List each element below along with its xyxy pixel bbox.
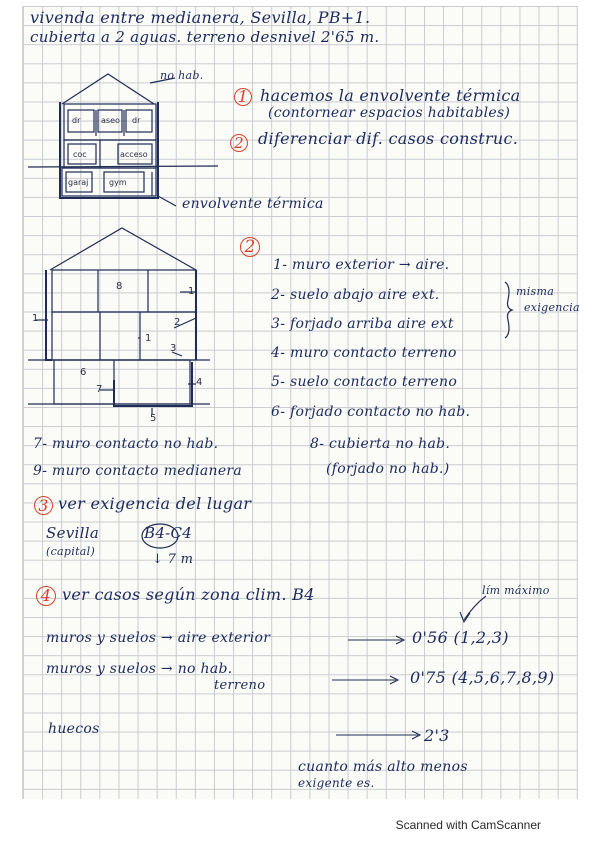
case-3: 3- forjado arriba aire ext bbox=[271, 316, 454, 332]
sketch2-label-1b: 1 bbox=[32, 313, 39, 324]
step-1-text: hacemos la envolvente térmica bbox=[260, 86, 521, 105]
room-label-coc: coc bbox=[73, 150, 87, 159]
sketch2-label-7: 7 bbox=[96, 384, 103, 395]
limit-row-1-label: muros y suelos → aire exterior bbox=[46, 630, 271, 646]
scanner-watermark: Scanned with CamScanner bbox=[395, 818, 541, 832]
limit-note-b: exigente es. bbox=[298, 776, 375, 790]
header-line-2: cubierta a 2 aguas. terreno desnivel 2'65 m. bbox=[30, 28, 380, 46]
case-7: 7- muro contacto no hab. bbox=[33, 436, 219, 452]
sketch2-label-4: 4 bbox=[196, 377, 203, 388]
limit-row-2-value: 0'75 (4,5,6,7,8,9) bbox=[410, 668, 555, 687]
limit-row-3-label: huecos bbox=[48, 721, 100, 737]
room-label-aseo: aseo bbox=[101, 116, 120, 125]
sketch2-label-1c: 1 bbox=[145, 333, 152, 344]
case-9: 9- muro contacto medianera bbox=[33, 463, 243, 479]
limit-row-1-value: 0'56 (1,2,3) bbox=[412, 628, 509, 647]
step-2b-number: 2 bbox=[240, 237, 260, 257]
sketch2-label-6: 6 bbox=[80, 367, 87, 378]
step-3-number: 3 bbox=[34, 496, 53, 515]
sketch2-label-8: 8 bbox=[116, 281, 123, 292]
case-4: 4- muro contacto terreno bbox=[271, 345, 457, 361]
step-4-text: ver casos según zona clim. B4 bbox=[62, 585, 315, 604]
case-2: 2- suelo abajo aire ext. bbox=[271, 287, 440, 303]
case-1: 1- muro exterior → aire. bbox=[273, 257, 450, 273]
envolvente-label: envolvente térmica bbox=[182, 196, 324, 212]
case-8b: (forjado no hab.) bbox=[326, 461, 450, 477]
room-label-dr2: dr bbox=[132, 116, 141, 125]
misma-label: misma bbox=[516, 285, 555, 298]
lugar-zone: B4-C4 bbox=[144, 524, 193, 542]
step-1-number: 1 bbox=[234, 88, 252, 106]
lim-label: lím máximo bbox=[482, 584, 550, 597]
step-2-text: diferenciar dif. casos construc. bbox=[258, 129, 519, 148]
room-label-dr1: dr bbox=[72, 116, 81, 125]
step-3-text: ver exigencia del lugar bbox=[58, 494, 252, 513]
limit-note: cuanto más alto menos bbox=[298, 759, 468, 775]
sketch2-label-3: 3 bbox=[170, 343, 177, 354]
header-line-1: vivenda entre medianera, Sevilla, PB+1. bbox=[30, 8, 371, 27]
limit-row-3-value: 2'3 bbox=[424, 726, 450, 745]
room-label-acceso: acceso bbox=[120, 150, 148, 159]
exigencia-label: exigencia bbox=[524, 301, 580, 314]
case-8: 8- cubierta no hab. bbox=[310, 436, 451, 452]
lugar-capital: (capital) bbox=[46, 545, 96, 558]
room-label-garaj: garaj bbox=[68, 178, 89, 187]
lugar-height: ↓ 7 m bbox=[152, 552, 194, 567]
step-1-subtext: (contornear espacios habitables) bbox=[268, 105, 511, 121]
limit-row-2-label-b: terreno bbox=[214, 678, 266, 693]
step-4-number: 4 bbox=[36, 586, 56, 606]
case-6: 6- forjado contacto no hab. bbox=[271, 404, 471, 420]
case-5: 5- suelo contacto terreno bbox=[271, 374, 458, 390]
no-hab-label: no hab. bbox=[160, 69, 204, 82]
room-label-gym: gym bbox=[109, 178, 127, 187]
sketch2-label-1a: 1 bbox=[188, 286, 195, 297]
sketch2-label-2: 2 bbox=[174, 317, 181, 328]
limit-row-2-label: muros y suelos → no hab. bbox=[46, 661, 233, 677]
sketch2-label-5: 5 bbox=[150, 413, 157, 424]
step-2-number: 2 bbox=[230, 134, 248, 152]
lugar-city: Sevilla bbox=[46, 524, 100, 542]
